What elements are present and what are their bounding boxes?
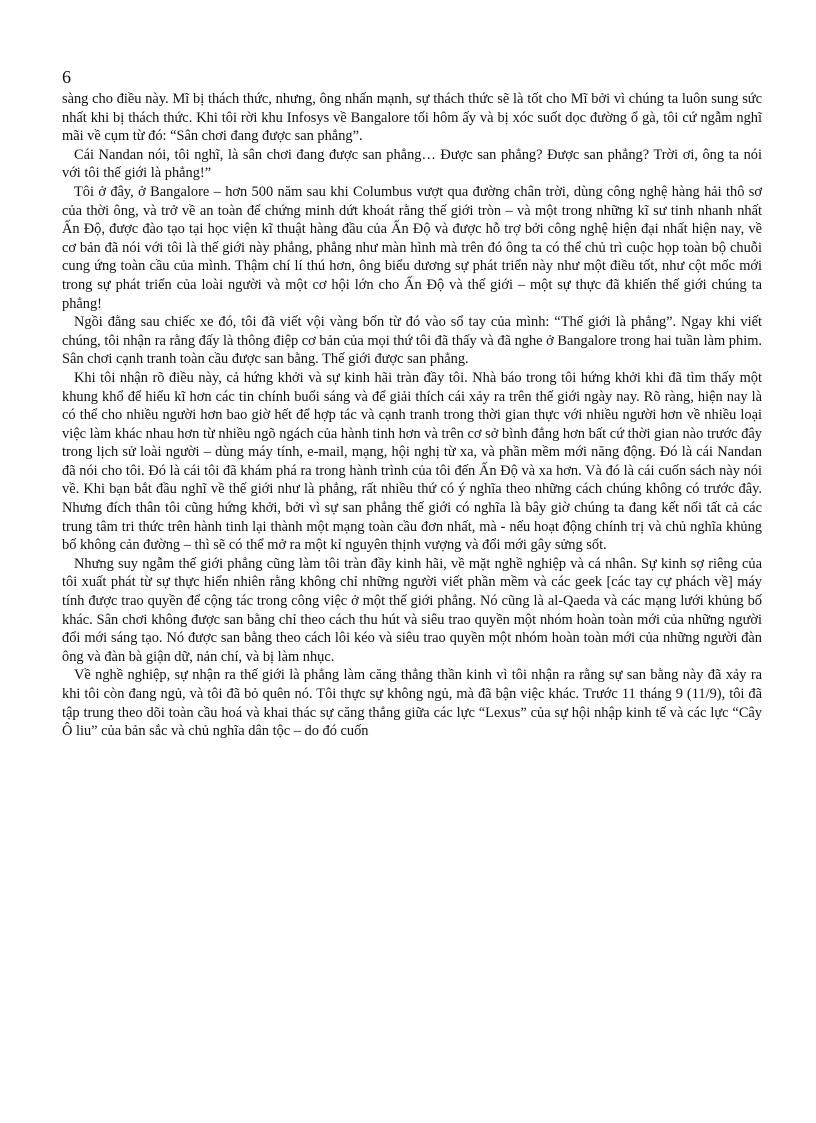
paragraph-7: Về nghề nghiệp, sự nhận ra thế giới là phẳng làm căng thẳng thần kinh vì tôi nhận ra rằng sự san bằng này đã xảy ra khi tôi còn đang ngủ, và tôi đã bỏ quên nó. Tôi thực sự không ngủ, mà đã bận việc khác. Trước 11 tháng 9 (11/9), tôi đã tập trung theo dõi toàn cầu hoá và khai thác sự căng thẳng giữa các lực “Lexus” của sự hội nhập kinh tế và các lực “Cây Ô liu” của bản sắc và chủ nghĩa dân tộc – do đó cuốn: [62, 667, 762, 740]
paragraph-1: sàng cho điều này. Mĩ bị thách thức, nhưng, ông nhấn mạnh, sự thách thức sẽ là tốt cho Mĩ bởi vì chúng ta luôn sung sức nhất khi bị thách thức. Khi tôi rời khu Infosys về Bangalore tối hôm ấy và bị xóc suốt dọc đường ổ gà, tôi cứ ngẫm nghĩ mãi về cụm từ đó: “Sân chơi đang được san phẳng”.: [62, 91, 762, 145]
paragraph-2: Cái Nandan nói, tôi nghĩ, là sân chơi đang được san phẳng… Được san phẳng? Được san phẳng? Trời ơi, ông ta nói với tôi thế giới là phẳng!”: [62, 146, 762, 182]
document-page: [62, 66, 762, 741]
paragraph-6: Nhưng suy ngẫm thế giới phẳng cũng làm tôi tràn đầy kinh hãi, về mặt nghề nghiệp và cá nhân. Sự kinh sợ riêng của tôi xuất phát từ sự thực hiển nhiên rằng không chỉ những người viết phần mềm và các geek [các tay cự phách về] máy tính được trao quyền để cộng tác trong công việc ở một thế giới phẳng. Nó cũng là al-Qaeda và các mạng lưới khủng bố khác. Sân chơi không được san bằng chỉ theo cách thu hút và siêu trao quyền một nhóm hoàn toàn mới của những người đổi mới sáng tạo. Nó được san bằng theo cách lôi kéo và siêu trao quyền một nhóm hoàn toàn mới của những người đàn ông và đàn bà giận dữ, nản chí, và bị làm nhục.: [62, 555, 762, 665]
paragraph-5: Khi tôi nhận rõ điều này, cả hứng khởi và sự kinh hãi tràn đầy tôi. Nhà báo trong tôi hứng khởi khi đã tìm thấy một khung khổ để hiểu kĩ hơn các tin chính buổi sáng và để giải thích cái xảy ra trên thế giới ngày nay. Rõ ràng, hiện nay là có thể cho nhiều người hơn bao giờ hết để hợp tác và cạnh tranh trong thời gian thực với nhiều người hơn về nhiều loại việc làm khác nhau hơn từ nhiều ngõ ngách của hành tinh hơn và trên cơ sở bình đẳng hơn bất cứ thời gian nào trước đây trong lịch sử loài người – dùng máy tính, e-mail, mạng, hội nghị từ xa, và phần mềm mới năng động. Đó là cái Nandan đã nói cho tôi. Đó là cái tôi đã khám phá ra trong hành trình của tôi đến Ấn Độ và xa hơn. Và đó là cái cuốn sách này nói về. Khi bạn bắt đầu nghĩ về thế giới như là phẳng, rất nhiều thứ có ý nghĩa theo những cách chúng không có trước đây. Nhưng đích thân tôi cũng hứng khởi, bởi vì sự san phẳng thế giới có nghĩa là bây giờ chúng ta đang kết nối tất cả các trung tâm tri thức trên hành tinh lại thành một mạng toàn cầu đơn nhất, mà - nếu hoạt động chính trị và chủ nghĩa khủng bố không cản đường – thì sẽ có thể mở ra một kỉ nguyên thịnh vượng và đổi mới gây sửng sốt.: [62, 369, 762, 554]
page-number: 6: [62, 67, 71, 87]
paragraph-4: Ngồi đằng sau chiếc xe đó, tôi đã viết vội vàng bốn từ đó vào sổ tay của mình: “Thế giới là phẳng”. Ngay khi viết chúng, tôi nhận ra rằng đấy là thông điệp cơ bản của mọi thứ tôi đã thấy và đã nghe ở Bangalore trong hai tuần làm phim. Sân chơi cạnh tranh toàn cầu được san bằng. Thế giới được san phẳng.: [62, 314, 762, 368]
paragraph-3: Tôi ở đây, ở Bangalore – hơn 500 năm sau khi Columbus vượt qua đường chân trời, dùng công nghệ hàng hải thô sơ của thời ông, và trở về an toàn để chứng minh dứt khoát rằng thế giới tròn – và một trong những kĩ sư tinh nhanh nhất Ấn Độ, được đào tạo tại học viện kĩ thuật hàng đầu của Ấn Độ và được hỗ trợ bởi công nghệ hiện đại nhất hiện nay, về cơ bản đã nói với tôi là thế giới này phẳng, phẳng như màn hình mà trên đó ông ta có thể chủ trì cuộc họp toàn bộ chuỗi cung ứng toàn cầu của mình. Thậm chí lí thú hơn, ông biểu dương sự phát triển này như một điều tốt, như cột mốc mới trong sự phát triển của loài người và một cơ hội lớn cho Ấn Độ và thế giới – một sự thực đã khiến thế giới chúng ta phẳng!: [62, 183, 762, 312]
